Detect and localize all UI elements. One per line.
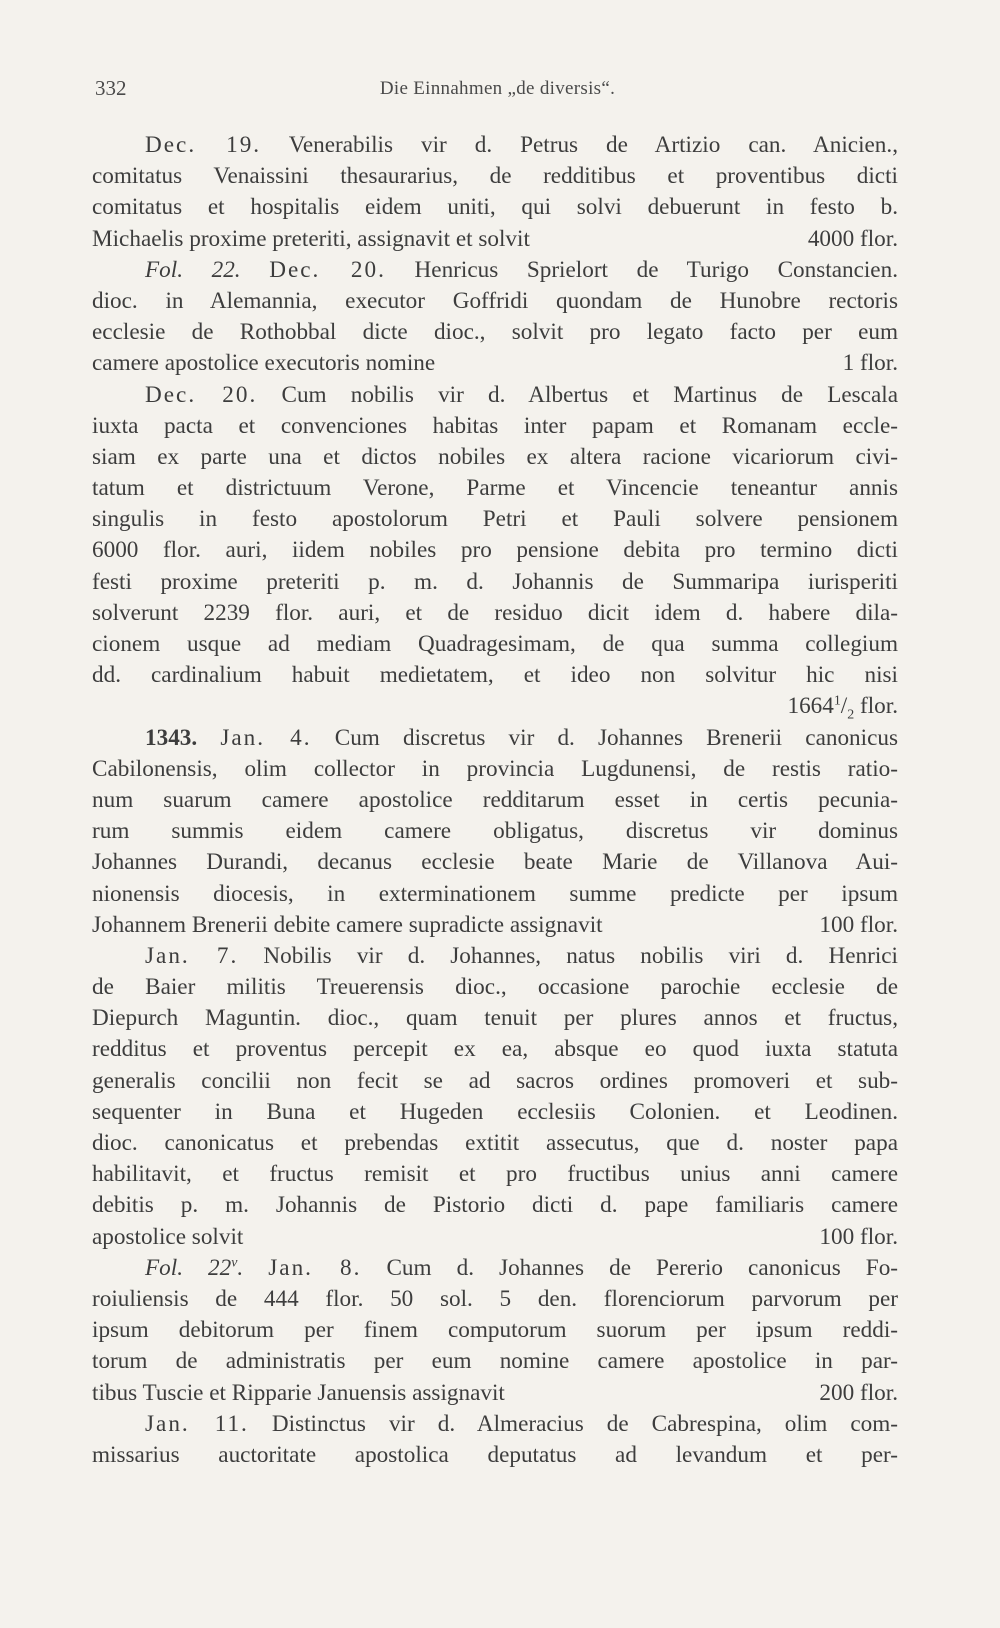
entry-date: Dec. 20. bbox=[269, 256, 386, 283]
text-line: apostolice solvit 100 flor. bbox=[92, 1222, 898, 1253]
text-line: num suarum camere apostolice redditarum esset in certis pecunia- bbox=[92, 786, 898, 813]
text-line: de Baier militis Treuerensis dioc., occasione parochie ecclesie de bbox=[92, 974, 898, 1001]
text-line: 1343. Jan. 4. Cum discretus vir d. Johannes Brenerii canonicus bbox=[145, 724, 898, 751]
text-line: dioc. canonicatus et prebendas extitit assecutus, que d. noster papa bbox=[92, 1130, 898, 1156]
text-line: missarius auctoritate apostolica deputatus ad levandum et per- bbox=[92, 1441, 898, 1468]
text-line: generalis concilii non fecit se ad sacros ordines promoveri et sub- bbox=[92, 1067, 898, 1094]
year-heading: 1343. bbox=[145, 724, 198, 751]
entry-date: Jan. 8. bbox=[268, 1254, 362, 1281]
main-text bbox=[92, 130, 898, 1471]
text-line: dd. cardinalium habuit medietatem, et ideo non solvitur hic nisi bbox=[92, 662, 898, 689]
text-line: Jan. 7. Nobilis vir d. Johannes, natus nobilis viri d. Henrici bbox=[145, 942, 898, 969]
amount: 100 flor. bbox=[819, 911, 898, 938]
text-line: camere apostolice executoris nomine 1 flor. bbox=[92, 348, 898, 379]
text-line: comitatus et hospitalis eidem uniti, qui solvi debuerunt in festo b. bbox=[92, 194, 898, 221]
text-line: cionem usque ad mediam Quadragesimam, de qua summa collegium bbox=[92, 631, 898, 657]
text-line: ecclesie de Rothobbal dicte dioc., solvit pro legato facto per eum bbox=[92, 319, 898, 346]
running-title: Die Einnahmen „de diversis“. bbox=[379, 78, 616, 99]
text-line: Dec. 20. Cum nobilis vir d. Albertus et Martinus de Lescala bbox=[145, 381, 899, 408]
text-line: dioc. in Alemannia, executor Goffridi quondam de Hunobre rectoris bbox=[92, 287, 898, 314]
text-line: roiuliensis de 444 flor. 50 sol. 5 den. florenciorum parvorum per bbox=[92, 1285, 898, 1312]
text-line: debitis p. m. Johannis de Pistorio dicti d. pape familiaris camere bbox=[92, 1192, 898, 1219]
text-line: torum de administratis per eum nomine camere apostolice in par- bbox=[92, 1348, 898, 1375]
amount: 200 flor. bbox=[819, 1379, 898, 1406]
amount: 100 flor. bbox=[819, 1223, 898, 1250]
text-line: 6000 flor. auri, iidem nobiles pro pensione debita pro termino dicti bbox=[92, 537, 898, 564]
text-line: redditus et proventus percepit ex ea, absque eo quod iuxta statuta bbox=[92, 1036, 898, 1063]
text-line: Jan. 11. Distinctus vir d. Almeracius de Cabrespina, olim com- bbox=[145, 1410, 898, 1437]
folio-ref: Fol. 22. bbox=[145, 256, 241, 283]
text-line: Dec. 19. Venerabilis vir d. Petrus de Artizio can. Anicien., bbox=[145, 132, 898, 158]
amount: 4000 flor. bbox=[807, 225, 898, 252]
entry-dec-20-a bbox=[92, 255, 898, 380]
entry-jan-4 bbox=[92, 723, 898, 941]
text-line: Fol. 22$^v$. Jan. 8. Cum d. Johannes de Pererio canonicus Fo- bbox=[145, 1254, 899, 1281]
amount: $1664^1/_2$ flor. bbox=[787, 693, 898, 724]
entry-jan-11 bbox=[92, 1409, 898, 1471]
entry-date: Jan. 4. bbox=[220, 724, 312, 751]
text-line: tatum et districtuum Verone, Parme et Vincencie teneantur annis bbox=[92, 475, 898, 502]
text-line: Michaelis proxime preteriti, assignavit et solvit 4000 flor. bbox=[92, 224, 898, 255]
text-line: sequenter in Buna et Hugeden ecclesiis Colonien. et Leodinen. bbox=[92, 1098, 898, 1125]
text-line: nionensis diocesis, in exterminationem summe predicte per ipsum bbox=[92, 880, 898, 907]
text-line: habilitavit, et fructus remisit et pro fructibus unius anni camere bbox=[92, 1161, 898, 1188]
text-line: comitatus Venaissini thesaurarius, de redditibus et proventibus dicti bbox=[92, 163, 898, 190]
entry-date: Dec. 19. bbox=[145, 132, 262, 158]
entry-date: Jan. 7. bbox=[145, 942, 239, 969]
text-line: Diepurch Maguntin. dioc., quam tenuit per plures annos et fructus, bbox=[92, 1005, 898, 1032]
text-line: solverunt 2239 flor. auri, et de residuo dicit idem d. habere dila- bbox=[92, 599, 898, 626]
text-line: tibus Tuscie et Ripparie Januensis assignavit 200 flor. bbox=[92, 1378, 898, 1409]
text-line: festi proxime preteriti p. m. d. Johannis de Summaripa iurisperiti bbox=[92, 568, 898, 595]
text-line: ipsum debitorum per finem computorum suorum per ipsum reddi- bbox=[92, 1317, 898, 1344]
page-header bbox=[95, 76, 900, 106]
text-line: siam ex parte una et dictos nobiles ex altera racione vicariorum civi- bbox=[92, 443, 898, 470]
entry-dec-19 bbox=[92, 130, 898, 255]
text-line: Fol. 22. Dec. 20. Henricus Sprielort de Turigo Constancien. bbox=[145, 256, 898, 283]
entry-date: Jan. 11. bbox=[145, 1410, 249, 1437]
entry-jan-7 bbox=[92, 941, 898, 1253]
text-line: Cabilonensis, olim collector in provincia Lugdunensi, de restis ratio- bbox=[92, 755, 898, 782]
folio-ref: Fol. 22$^v$. bbox=[145, 1254, 244, 1281]
entry-dec-20-b bbox=[92, 380, 898, 723]
text-line: Johannes Durandi, decanus ecclesie beate Marie de Villanova Aui- bbox=[92, 849, 898, 876]
entry-jan-8 bbox=[92, 1253, 898, 1409]
text-line: iuxta pacta et convenciones habitas inter papam et Romanam eccle- bbox=[92, 412, 898, 439]
text-line: singulis in festo apostolorum Petri et Pauli solvere pensionem bbox=[92, 506, 898, 533]
text-line: Johannem Brenerii debite camere supradicte assignavit 100 flor. bbox=[92, 910, 898, 941]
amount: 1 flor. bbox=[842, 350, 898, 377]
text-line: rum summis eidem camere obligatus, discretus vir dominus bbox=[92, 818, 898, 845]
entry-date: Dec. 20. bbox=[145, 381, 258, 408]
page-number: 332 bbox=[95, 76, 127, 100]
